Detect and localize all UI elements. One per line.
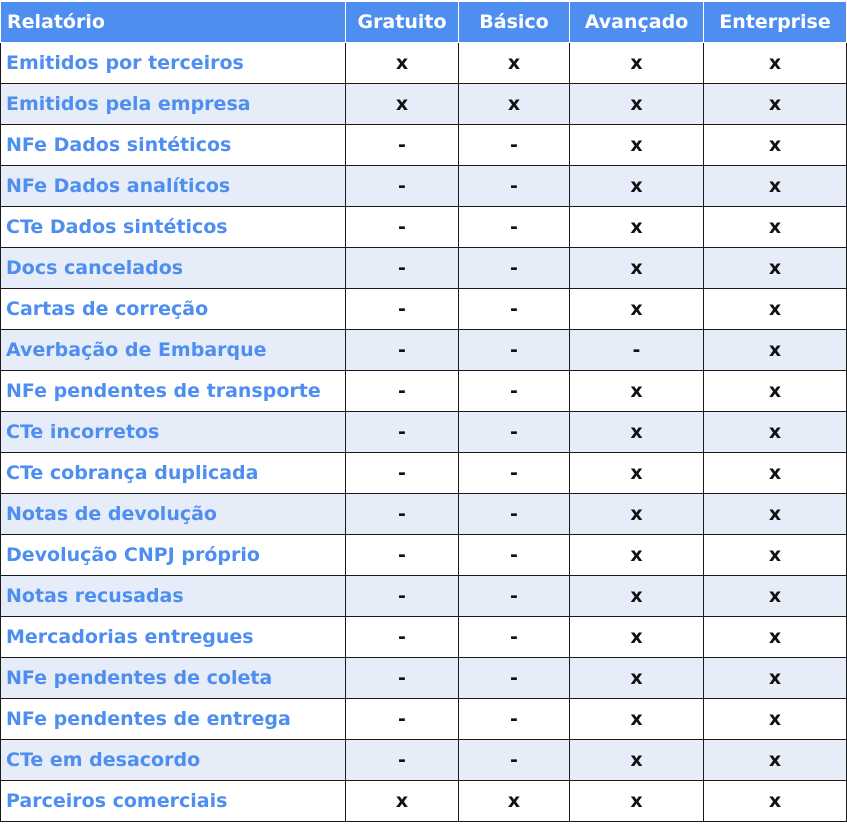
plan-basico-cell: - (459, 371, 570, 412)
plan-gratuito-cell: - (346, 125, 459, 166)
plan-enterprise-cell: x (704, 781, 847, 822)
plan-gratuito-cell: - (346, 617, 459, 658)
table-row (1, 576, 847, 617)
plan-enterprise-cell: x (704, 453, 847, 494)
report-name-cell: NFe pendentes de entrega (1, 699, 346, 740)
report-name-cell: CTe em desacordo (1, 740, 346, 781)
plans-comparison-table (0, 1, 847, 822)
table-row (1, 412, 847, 453)
plan-enterprise-cell: x (704, 166, 847, 207)
header-basico: Básico (459, 2, 570, 43)
report-name-cell: Mercadorias entregues (1, 617, 346, 658)
plan-gratuito-cell: - (346, 494, 459, 535)
plan-avancado-cell: x (570, 371, 704, 412)
plan-enterprise-cell: x (704, 535, 847, 576)
table-row (1, 617, 847, 658)
report-name-cell: Averbação de Embarque (1, 330, 346, 371)
plan-basico-cell: - (459, 535, 570, 576)
plan-enterprise-cell: x (704, 207, 847, 248)
plan-basico-cell: x (459, 43, 570, 84)
plan-basico-cell: - (459, 125, 570, 166)
plan-gratuito-cell: - (346, 535, 459, 576)
plan-avancado-cell: x (570, 289, 704, 330)
table-row (1, 371, 847, 412)
table-row (1, 84, 847, 125)
plan-basico-cell: - (459, 248, 570, 289)
plan-avancado-cell: x (570, 617, 704, 658)
table-row (1, 494, 847, 535)
plan-enterprise-cell: x (704, 330, 847, 371)
plan-gratuito-cell: - (346, 658, 459, 699)
plan-enterprise-cell: x (704, 699, 847, 740)
header-gratuito: Gratuito (346, 2, 459, 43)
table-row (1, 43, 847, 84)
plan-enterprise-cell: x (704, 740, 847, 781)
plan-gratuito-cell: x (346, 781, 459, 822)
report-name-cell: Parceiros comerciais (1, 781, 346, 822)
table-body (1, 43, 847, 822)
plan-avancado-cell: x (570, 699, 704, 740)
table-row (1, 658, 847, 699)
plan-basico-cell: - (459, 453, 570, 494)
report-name-cell: NFe pendentes de coleta (1, 658, 346, 699)
plan-gratuito-cell: - (346, 207, 459, 248)
plan-avancado-cell: x (570, 43, 704, 84)
report-name-cell: Emitidos pela empresa (1, 84, 346, 125)
table-row (1, 166, 847, 207)
plan-gratuito-cell: - (346, 699, 459, 740)
plan-avancado-cell: x (570, 535, 704, 576)
report-name-cell: CTe incorretos (1, 412, 346, 453)
plan-gratuito-cell: - (346, 248, 459, 289)
plan-enterprise-cell: x (704, 248, 847, 289)
plan-basico-cell: - (459, 494, 570, 535)
plan-enterprise-cell: x (704, 576, 847, 617)
plan-basico-cell: - (459, 617, 570, 658)
plan-avancado-cell: x (570, 781, 704, 822)
plan-gratuito-cell: - (346, 371, 459, 412)
plan-avancado-cell: x (570, 658, 704, 699)
table-row (1, 248, 847, 289)
plan-basico-cell: - (459, 289, 570, 330)
plan-enterprise-cell: x (704, 43, 847, 84)
plan-avancado-cell: x (570, 494, 704, 535)
plan-gratuito-cell: - (346, 166, 459, 207)
plan-gratuito-cell: x (346, 43, 459, 84)
report-name-cell: Notas de devolução (1, 494, 346, 535)
plan-gratuito-cell: - (346, 330, 459, 371)
plan-basico-cell: x (459, 781, 570, 822)
plan-enterprise-cell: x (704, 84, 847, 125)
report-name-cell: CTe Dados sintéticos (1, 207, 346, 248)
table-row (1, 781, 847, 822)
plan-gratuito-cell: - (346, 740, 459, 781)
plan-gratuito-cell: - (346, 576, 459, 617)
plan-basico-cell: x (459, 84, 570, 125)
table-row (1, 535, 847, 576)
report-name-cell: Notas recusadas (1, 576, 346, 617)
plan-avancado-cell: x (570, 125, 704, 166)
plan-enterprise-cell: x (704, 658, 847, 699)
report-name-cell: Devolução CNPJ próprio (1, 535, 346, 576)
header-row (1, 2, 847, 43)
table-row (1, 207, 847, 248)
plan-avancado-cell: x (570, 84, 704, 125)
plan-avancado-cell: x (570, 740, 704, 781)
table-row (1, 453, 847, 494)
report-name-cell: CTe cobrança duplicada (1, 453, 346, 494)
plan-basico-cell: - (459, 412, 570, 453)
header-enterprise: Enterprise (704, 2, 847, 43)
table-row (1, 740, 847, 781)
plan-avancado-cell: x (570, 248, 704, 289)
plan-gratuito-cell: x (346, 84, 459, 125)
plan-avancado-cell: x (570, 166, 704, 207)
report-name-cell: NFe pendentes de transporte (1, 371, 346, 412)
plan-basico-cell: - (459, 658, 570, 699)
plan-gratuito-cell: - (346, 453, 459, 494)
report-name-cell: NFe Dados analíticos (1, 166, 346, 207)
plan-avancado-cell: x (570, 576, 704, 617)
plan-gratuito-cell: - (346, 289, 459, 330)
plan-avancado-cell: - (570, 330, 704, 371)
table-row (1, 330, 847, 371)
plan-enterprise-cell: x (704, 617, 847, 658)
plan-basico-cell: - (459, 576, 570, 617)
table-row (1, 289, 847, 330)
report-name-cell: Docs cancelados (1, 248, 346, 289)
plan-basico-cell: - (459, 330, 570, 371)
report-name-cell: Emitidos por terceiros (1, 43, 346, 84)
report-name-cell: NFe Dados sintéticos (1, 125, 346, 166)
report-name-cell: Cartas de correção (1, 289, 346, 330)
table-row (1, 699, 847, 740)
header-relatorio: Relatório (1, 2, 346, 43)
table-row (1, 125, 847, 166)
plan-enterprise-cell: x (704, 412, 847, 453)
plan-avancado-cell: x (570, 412, 704, 453)
plan-enterprise-cell: x (704, 371, 847, 412)
plan-basico-cell: - (459, 740, 570, 781)
plan-basico-cell: - (459, 699, 570, 740)
plan-basico-cell: - (459, 166, 570, 207)
plan-avancado-cell: x (570, 453, 704, 494)
plan-basico-cell: - (459, 207, 570, 248)
plan-avancado-cell: x (570, 207, 704, 248)
header-avancado: Avançado (570, 2, 704, 43)
plan-gratuito-cell: - (346, 412, 459, 453)
plan-enterprise-cell: x (704, 494, 847, 535)
plan-enterprise-cell: x (704, 125, 847, 166)
plan-enterprise-cell: x (704, 289, 847, 330)
